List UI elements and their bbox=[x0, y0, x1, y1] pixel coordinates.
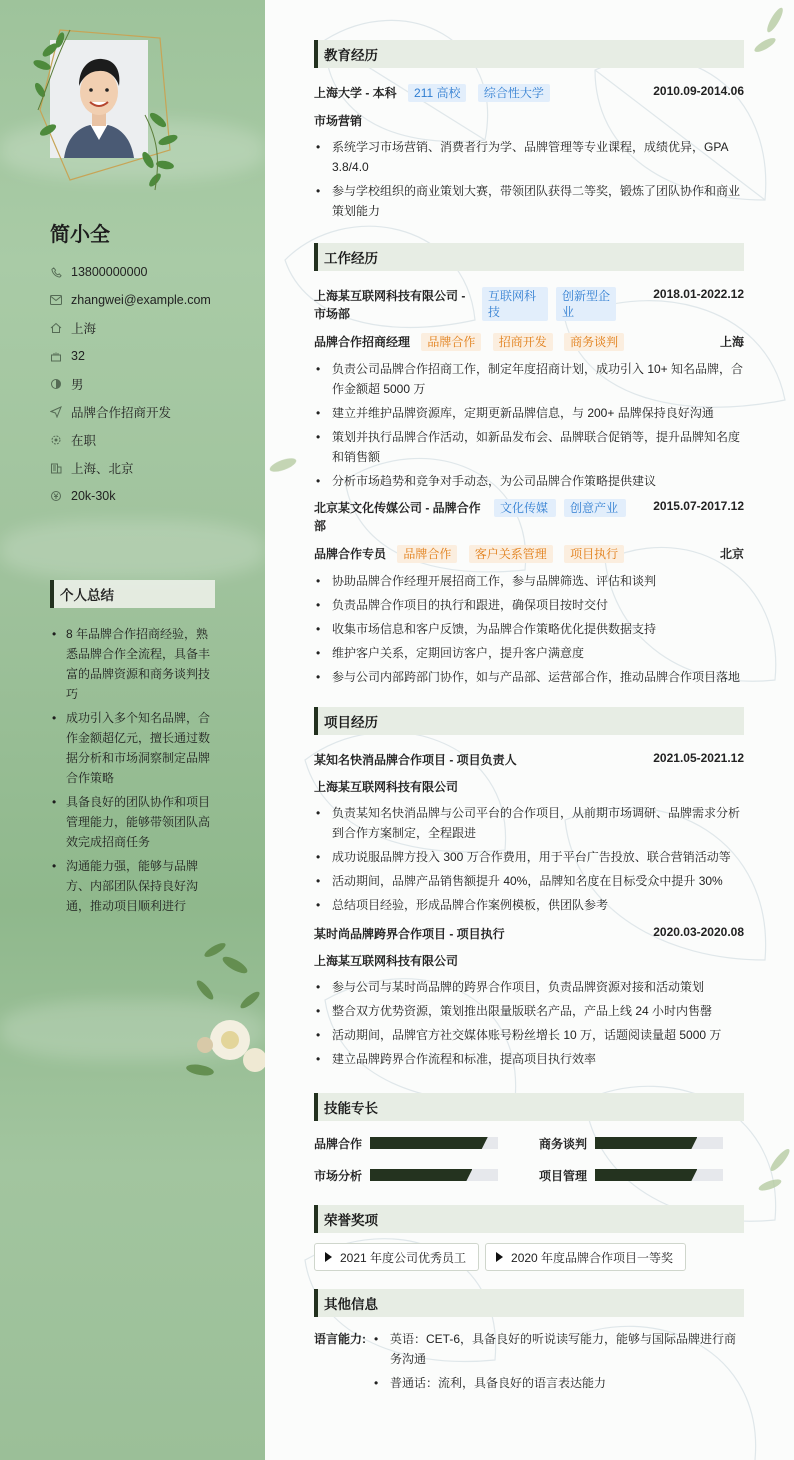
job-city: 北京 bbox=[719, 547, 744, 561]
project-name: 某知名快消品牌合作项目 - 项目负责人 bbox=[314, 753, 517, 767]
skill-item bbox=[539, 1163, 744, 1187]
contact-value: 品牌合作招商开发 bbox=[71, 406, 172, 420]
project-company: 上海某互联网科技有限公司 bbox=[314, 954, 459, 968]
contact-gender bbox=[50, 370, 211, 398]
floral-decoration bbox=[185, 930, 265, 1088]
job-role-line bbox=[314, 545, 744, 563]
list-item: • 系统学习市场营销、消费者行为学、品牌管理等专业课程，成绩优异，GPA 3.8/4.0 bbox=[314, 137, 744, 177]
contact-value: 男 bbox=[71, 378, 84, 392]
job-skill-tag: 客户关系管理 bbox=[469, 545, 553, 563]
skill-bar-fill bbox=[595, 1169, 697, 1181]
school-tag: 211 高校 bbox=[408, 84, 466, 102]
triangle-bullet-icon bbox=[496, 1252, 503, 1262]
resume-content bbox=[314, 40, 744, 1397]
mail-icon bbox=[50, 294, 62, 306]
contact-value: 13800000000 bbox=[71, 265, 148, 279]
project-entry bbox=[314, 925, 744, 1069]
project-bullets bbox=[314, 977, 744, 1069]
leaf-frame-decoration bbox=[30, 20, 180, 195]
project-header bbox=[314, 751, 744, 768]
list-item: • 建立并维护品牌资源库，定期更新品牌信息，与 200+ 品牌保持良好沟通 bbox=[314, 403, 744, 423]
contact-value: 上海、北京 bbox=[71, 462, 134, 476]
job-company: 上海某互联网科技有限公司 - 市场部 bbox=[314, 289, 466, 321]
list-item: • 维护客户关系，定期回访客户，提升客户满意度 bbox=[314, 643, 744, 663]
contact-list bbox=[50, 258, 211, 510]
sidebar bbox=[0, 0, 265, 1460]
list-item: • 负责某知名快消品牌与公司平台的合作项目，从前期市场调研、品牌需求分析到合作方案制定，全程跟进 bbox=[314, 803, 744, 843]
job-role-group bbox=[314, 333, 624, 351]
list-item: • 整合双方优势资源，策划推出限量版联名产品，产品上线 24 小时内售罄 bbox=[314, 1001, 744, 1021]
list-item: • 英语：CET-6，具备良好的听说读写能力，能够与国际品牌进行商务沟通 bbox=[372, 1329, 744, 1369]
list-item: • 总结项目经验，形成品牌合作案例模板，供团队参考 bbox=[314, 895, 744, 915]
main-content bbox=[265, 0, 794, 1460]
awards-list bbox=[314, 1243, 744, 1271]
skill-item bbox=[314, 1131, 519, 1155]
job-skill-tag: 招商开发 bbox=[493, 333, 553, 351]
contact-city bbox=[50, 314, 211, 342]
summary-item: • 8 年品牌合作招商经验，熟悉品牌合作全流程，具备丰富的品牌资源和商务谈判技巧 bbox=[50, 624, 215, 704]
contact-value: 20k-30k bbox=[71, 489, 116, 503]
list-item: • 负责公司品牌合作招商工作，制定年度招商计划，成功引入 10+ 知名品牌，合作金额超 5000 万 bbox=[314, 359, 744, 399]
salary-icon bbox=[50, 490, 62, 502]
job-tag: 互联网科技 bbox=[482, 287, 548, 321]
list-item: • 负责品牌合作项目的执行和跟进，确保项目按时交付 bbox=[314, 595, 744, 615]
job-role-group bbox=[314, 545, 624, 563]
skill-row bbox=[314, 1163, 744, 1187]
skill-bar-fill bbox=[370, 1137, 488, 1149]
list-item: • 活动期间，品牌官方社交媒体账号粉丝增长 10 万，话题阅读量超 5000 万 bbox=[314, 1025, 744, 1045]
job-skill-tag: 品牌合作 bbox=[397, 545, 457, 563]
education-section-title: 教育经历 bbox=[314, 40, 744, 68]
contact-salary bbox=[50, 482, 211, 510]
list-item: • 收集市场信息和客户反馈，为品牌合作策略优化提供数据支持 bbox=[314, 619, 744, 639]
contact-value: 在职 bbox=[71, 434, 97, 448]
skill-row bbox=[314, 1131, 744, 1155]
list-item: • 分析市场趋势和竞争对手动态，为公司品牌合作策略提供建议 bbox=[314, 471, 744, 491]
award-label: 2020 年度品牌合作项目一等奖 bbox=[511, 1250, 674, 1265]
job-skill-tag: 项目执行 bbox=[564, 545, 624, 563]
skill-bar bbox=[370, 1137, 498, 1149]
job-header bbox=[314, 499, 744, 535]
school-tag: 综合性大学 bbox=[478, 84, 550, 102]
contact-value: zhangwei@example.com bbox=[71, 293, 211, 307]
job-company: 北京某文化传媒公司 - 品牌合作部 bbox=[314, 501, 481, 533]
language-bullets bbox=[372, 1329, 744, 1397]
summary-item: • 具备良好的团队协作和项目管理能力，能够带领团队高效完成招商任务 bbox=[50, 792, 215, 852]
skill-bar bbox=[595, 1137, 723, 1149]
language-block bbox=[314, 1329, 744, 1397]
contact-target-city bbox=[50, 454, 211, 482]
list-item: • 建立品牌跨界合作流程和标准，提高项目执行效率 bbox=[314, 1049, 744, 1069]
job-tag: 文化传媒 bbox=[494, 499, 556, 517]
contact-age bbox=[50, 342, 211, 370]
awards-section-title: 荣誉奖项 bbox=[314, 1205, 744, 1233]
job-bullets bbox=[314, 359, 744, 491]
award-item bbox=[485, 1243, 686, 1271]
gender-icon bbox=[50, 378, 62, 390]
list-item: • 普通话：流利，具备良好的语言表达能力 bbox=[372, 1373, 744, 1393]
education-school-line bbox=[314, 84, 550, 102]
watercolor-wash bbox=[0, 520, 265, 580]
contact-email bbox=[50, 286, 211, 314]
job-entry bbox=[314, 287, 744, 491]
education-major: 市场营销 bbox=[314, 114, 363, 128]
job-period: 2018.01-2022.12 bbox=[653, 287, 744, 301]
summary-list bbox=[50, 624, 215, 920]
projects-section-title: 项目经历 bbox=[314, 707, 744, 735]
job-role: 品牌合作专员 bbox=[314, 547, 387, 561]
list-item: • 成功说服品牌方投入 300 万合作费用，用于平台广告投放、联合营销活动等 bbox=[314, 847, 744, 867]
skill-item bbox=[314, 1163, 519, 1187]
building-icon bbox=[50, 462, 62, 474]
job-bullets bbox=[314, 571, 744, 687]
age-icon bbox=[50, 350, 62, 362]
phone-icon bbox=[50, 266, 62, 278]
skill-item bbox=[539, 1131, 744, 1155]
contact-target-position bbox=[50, 398, 211, 426]
job-role: 品牌合作招商经理 bbox=[314, 335, 411, 349]
send-icon bbox=[50, 406, 62, 418]
contact-status bbox=[50, 426, 211, 454]
project-name: 某时尚品牌跨界合作项目 - 项目执行 bbox=[314, 927, 505, 941]
status-icon bbox=[50, 434, 62, 446]
skill-name: 项目管理 bbox=[539, 1168, 588, 1183]
contact-phone bbox=[50, 258, 211, 286]
job-role-line bbox=[314, 333, 744, 351]
school-name: 上海大学 - 本科 bbox=[314, 86, 397, 100]
language-label: 语言能力: bbox=[314, 1332, 366, 1346]
candidate-name: 简小全 bbox=[50, 224, 110, 246]
summary-item: • 成功引入多个知名品牌，合作金额超亿元，擅长通过数据分析和市场洞察制定品牌合作策略 bbox=[50, 708, 215, 788]
list-item: • 活动期间，品牌产品销售额提升 40%，品牌知名度在目标受众中提升 30% bbox=[314, 871, 744, 891]
job-tag: 创新型企业 bbox=[556, 287, 616, 321]
skill-name: 商务谈判 bbox=[539, 1136, 588, 1151]
award-item bbox=[314, 1243, 479, 1271]
job-company-line bbox=[314, 499, 626, 535]
triangle-bullet-icon bbox=[325, 1252, 332, 1262]
project-period: 2021.05-2021.12 bbox=[653, 751, 744, 765]
education-bullets bbox=[314, 137, 744, 221]
skill-name: 品牌合作 bbox=[314, 1136, 363, 1151]
summary-section-title: 个人总结 bbox=[50, 580, 215, 608]
work-section-title: 工作经历 bbox=[314, 243, 744, 271]
job-tag: 创意产业 bbox=[564, 499, 626, 517]
skill-bar-fill bbox=[595, 1137, 697, 1149]
project-header bbox=[314, 925, 744, 942]
list-item: • 协助品牌合作经理开展招商工作，参与品牌筛选、评估和谈判 bbox=[314, 571, 744, 591]
skill-bar bbox=[370, 1169, 498, 1181]
job-skill-tag: 品牌合作 bbox=[421, 333, 481, 351]
skill-name: 市场分析 bbox=[314, 1168, 363, 1183]
contact-value: 上海 bbox=[71, 322, 97, 336]
contact-value: 32 bbox=[71, 349, 85, 363]
list-item: • 参与公司内部跨部门协作，如与产品部、运营部合作，推动品牌合作项目落地 bbox=[314, 667, 744, 687]
job-header bbox=[314, 287, 744, 323]
education-period: 2010.09-2014.06 bbox=[653, 84, 744, 98]
list-item: • 参与学校组织的商业策划大赛，带领团队获得二等奖，锻炼了团队协作和商业策划能力 bbox=[314, 181, 744, 221]
summary-item: • 沟通能力强，能够与品牌方、内部团队保持良好沟通，推动项目顺利进行 bbox=[50, 856, 215, 916]
other-section-title: 其他信息 bbox=[314, 1289, 744, 1317]
home-icon bbox=[50, 322, 62, 334]
job-period: 2015.07-2017.12 bbox=[653, 499, 744, 513]
skill-bar-fill bbox=[370, 1169, 472, 1181]
profile-photo-frame bbox=[50, 40, 148, 158]
project-entry bbox=[314, 751, 744, 915]
job-entry bbox=[314, 499, 744, 687]
education-header bbox=[314, 84, 744, 102]
project-period: 2020.03-2020.08 bbox=[653, 925, 744, 939]
skill-bar bbox=[595, 1169, 723, 1181]
list-item: • 策划并执行品牌合作活动，如新品发布会、品牌联合促销等，提升品牌知名度和销售额 bbox=[314, 427, 744, 467]
job-skill-tag: 商务谈判 bbox=[564, 333, 624, 351]
skills-section-title: 技能专长 bbox=[314, 1093, 744, 1121]
list-item: • 参与公司与某时尚品牌的跨界合作项目，负责品牌资源对接和活动策划 bbox=[314, 977, 744, 997]
project-bullets bbox=[314, 803, 744, 915]
award-label: 2021 年度公司优秀员工 bbox=[340, 1250, 467, 1265]
project-company: 上海某互联网科技有限公司 bbox=[314, 780, 459, 794]
job-company-line bbox=[314, 287, 616, 323]
job-city: 上海 bbox=[719, 335, 744, 349]
